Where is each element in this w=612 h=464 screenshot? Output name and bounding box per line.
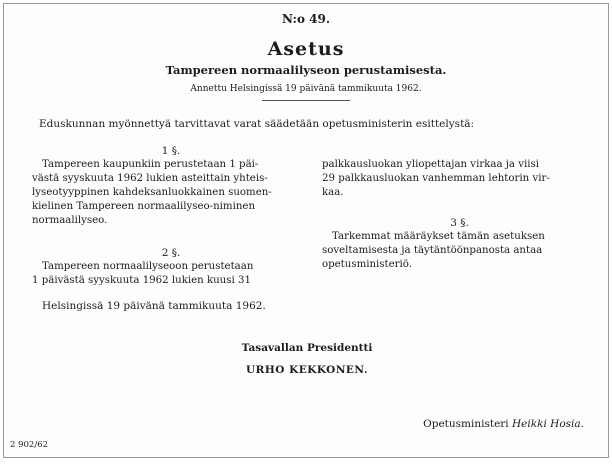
document-page	[3, 3, 609, 458]
section-3-heading: 3 §.	[450, 217, 469, 229]
section-1-line: normaalilyseo.	[32, 215, 108, 226]
section-2-cont-line: 29 palkkausluokan vanhemman lehtorin vir-	[322, 173, 550, 184]
section-1-line: västä syyskuuta 1962 lukien asteittain yhteis-	[32, 173, 268, 184]
section-2-cont-line: kaa.	[322, 187, 344, 198]
section-2-continuation	[322, 158, 597, 200]
countersignature	[423, 418, 584, 430]
section-3-line: opetusministeriö.	[322, 259, 412, 270]
document-subtitle: Tampereen normaalilyseon perustamisesta.	[165, 63, 447, 77]
section-2-line: Tampereen normaalilyseoon perustetaan	[42, 261, 254, 272]
issued-date-line: Annettu Helsingissä 19 päivänä tammikuuta 1962.	[190, 84, 422, 94]
place-date-line: Helsingissä 19 päivänä tammikuuta 1962.	[42, 300, 266, 312]
footer-code: 2 902/62	[10, 440, 49, 450]
section-1-line: lyseotyyppinen kahdeksanluokkainen suomen-	[32, 187, 272, 198]
countersign-role: Opetusministeri	[423, 418, 509, 430]
section-2-line: 1 päivästä syyskuuta 1962 lukien kuusi 31	[32, 275, 251, 286]
section-3-line: Tarkemmat määräykset tämän asetuksen	[332, 231, 545, 242]
section-2	[32, 246, 310, 288]
section-1-heading: 1 §.	[161, 145, 181, 157]
section-1	[32, 144, 310, 228]
section-2-cont-line: palkkausluokan yliopettajan virkaa ja viisi	[322, 159, 539, 170]
preamble: Eduskunnan myönnettyä tarvittavat varat säädetään opetusministerin esittelystä:	[39, 118, 475, 130]
document-number: N:o 49.	[281, 12, 331, 26]
section-3-line: soveltamisesta ja täytäntöönpanosta antaa	[322, 245, 543, 256]
section-3	[322, 216, 597, 272]
section-2-heading: 2 §.	[161, 247, 181, 259]
section-1-line: kielinen Tampereen normaalilyseo-niminen	[32, 201, 256, 212]
signature-name: URHO KEKKONEN.	[245, 364, 369, 376]
signature-title: Tasavallan Presidentti	[241, 342, 373, 354]
document-title: Asetus	[267, 38, 345, 60]
section-1-line: Tampereen kaupunkiin perustetaan 1 päi-	[42, 159, 259, 170]
countersign-name: Heikki Hosia.	[512, 418, 584, 430]
title-divider	[262, 100, 350, 101]
